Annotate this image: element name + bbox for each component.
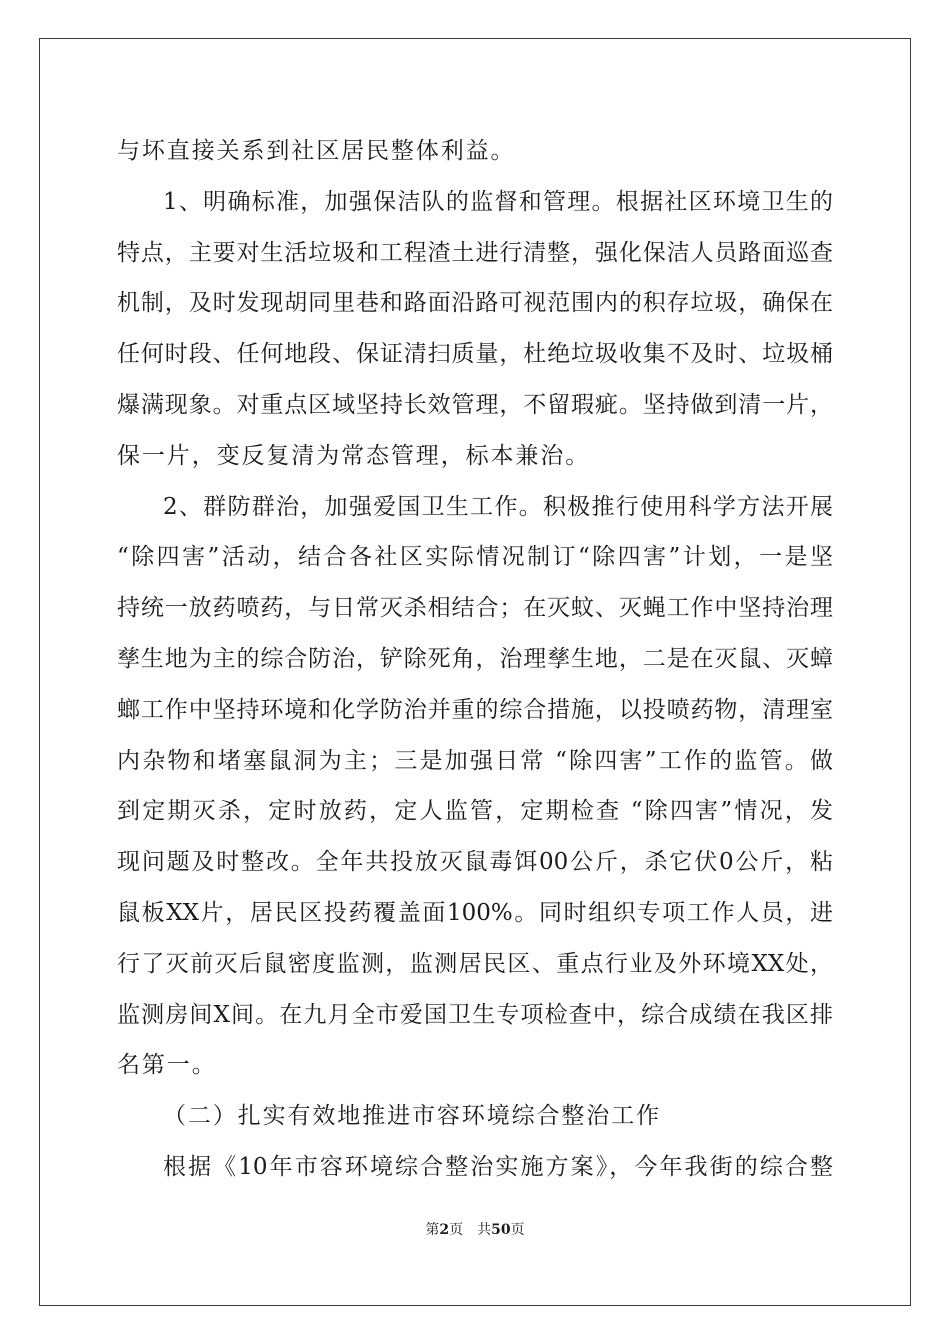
text-line: 到定期灭杀，定时放药，定人监管，定期检查 “除四害”情况，发 [117, 798, 833, 825]
footer-total-suffix: 页 [510, 1222, 525, 1238]
text-line: 内杂物和堵塞鼠洞为主；三是加强日常 “除四害”工作的监管。做 [117, 747, 833, 774]
text-line: 保一片，变反复清为常态管理，标本兼治。 [117, 442, 591, 469]
text-line: 机制，及时发现胡同里巷和路面沿路可视范围内的积存垃圾，确保在 [117, 290, 833, 317]
text-line: 特点，主要对生活垃圾和工程渣土进行清整，强化保洁人员路面巡查 [117, 239, 833, 266]
text-line: 持统一放药喷药，与日常灭杀相结合；在灭蚊、灭蝇工作中坚持治理 [117, 595, 833, 622]
footer-page-prefix: 第 [425, 1222, 440, 1238]
text-line: 螂工作中坚持环境和化学防治并重的综合措施，以投喷药物，清理室 [117, 696, 833, 723]
footer-page-suffix: 页 [449, 1222, 464, 1238]
footer-total-pages: 50 [491, 1222, 511, 1238]
text-line: 2、群防群治，加强爱国卫生工作。积极推行使用科学方法开展 [163, 493, 833, 520]
text-line: （二）扎实有效地推进市容环境综合整治工作 [163, 1103, 661, 1130]
text-line: 爆满现象。对重点区域坚持长效管理，不留瑕疵。坚持做到清一片， [117, 391, 833, 418]
document-body [117, 126, 833, 1193]
text-line: 孳生地为主的综合防治，铲除死角，治理孳生地，二是在灭鼠、灭蟑 [117, 645, 833, 672]
footer-page-number: 2 [439, 1222, 450, 1238]
page-footer [0, 1219, 950, 1239]
text-line: 1、明确标准，加强保洁队的监督和管理。根据社区环境卫生的 [163, 188, 833, 215]
text-line: “除四害”活动，结合各社区实际情况制订“除四害”计划，一是坚 [117, 544, 833, 571]
text-line: 根据《10年市容环境综合整治实施方案》，今年我街的综合整 [163, 1153, 833, 1180]
footer-total-prefix: 共 [477, 1222, 492, 1238]
text-line: 行了灭前灭后鼠密度监测，监测居民区、重点行业及外环境XX处， [117, 950, 833, 977]
text-line: 监测房间X间。在九月全市爱国卫生专项检查中，综合成绩在我区排 [117, 1001, 833, 1028]
text-line: 名第一。 [117, 1052, 217, 1079]
text-line: 现问题及时整改。全年共投放灭鼠毒饵00公斤，杀它伏0公斤，粘 [117, 849, 833, 876]
text-line: 与坏直接关系到社区居民整体利益。 [117, 138, 516, 164]
text-line: 任何时段、任何地段、保证清扫质量，杜绝垃圾收集不及时、垃圾桶 [117, 341, 833, 368]
text-line: 鼠板XX片，居民区投药覆盖面100%。同时组织专项工作人员，进 [117, 899, 833, 926]
